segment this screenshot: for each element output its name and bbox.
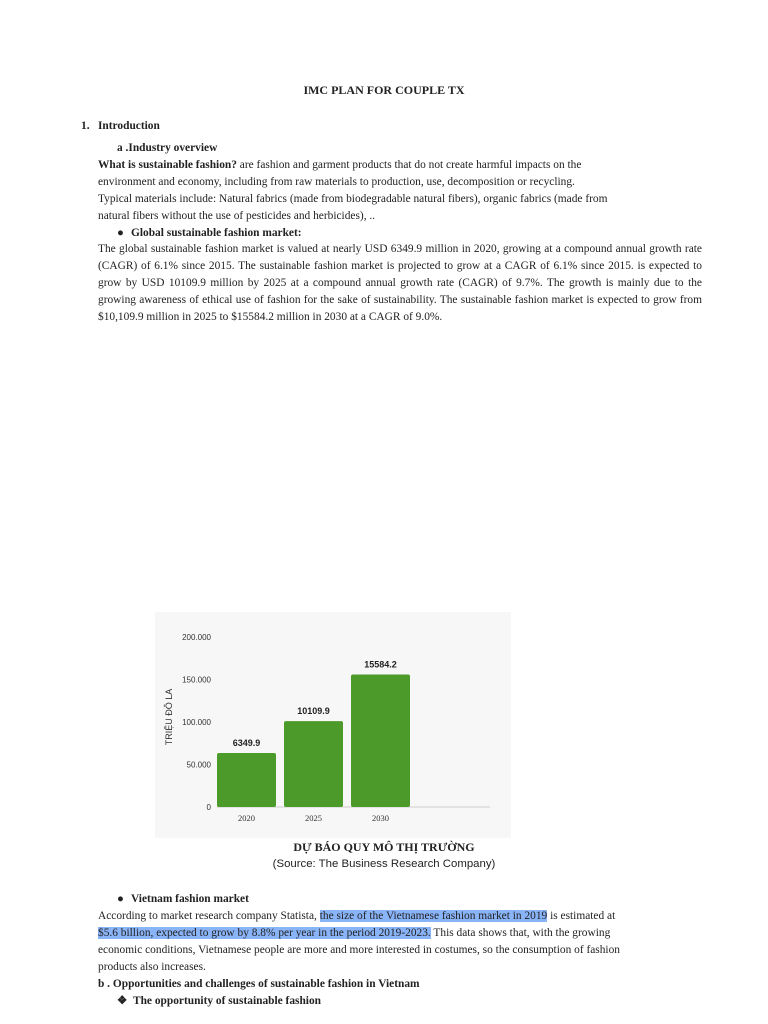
x-tick-label: 2025 bbox=[305, 813, 322, 823]
diamond-bullet-icon: ❖ bbox=[117, 995, 128, 1007]
bar-2020 bbox=[217, 753, 276, 807]
page-title: IMC PLAN FOR COUPLE TX bbox=[303, 83, 465, 97]
y-tick-label: 0 bbox=[206, 803, 211, 812]
vietnam-line-3: economic conditions, Vietnamese people are more and more interested in costumes, so the consumption of fashion bbox=[98, 944, 620, 956]
chart-svg bbox=[155, 612, 511, 838]
x-tick-label: 2030 bbox=[372, 813, 389, 823]
market-forecast-chart bbox=[155, 612, 511, 838]
chart-caption: DỰ BÁO QUY MÔ THỊ TRƯỜNG bbox=[293, 840, 475, 854]
data-label-2025: 10109.9 bbox=[297, 706, 330, 717]
definition-line-2: environment and economy, including from raw materials to production, use, decomposition or recycling. bbox=[98, 176, 575, 188]
bullet-global-market: ● Global sustainable fashion market: bbox=[117, 225, 302, 242]
materials-line-1: Typical materials include: Natural fabrics (made from biodegradable natural fibers), organic fabrics (made from bbox=[98, 193, 608, 205]
vietnam-line-2: $5.6 billion, expected to grow by 8.8% per year in the period 2019-2023. This data shows that, with the growing bbox=[98, 927, 611, 939]
x-tick-label: 2020 bbox=[238, 813, 255, 823]
bullet-dot-icon: ● bbox=[117, 227, 124, 239]
bullet-dot-icon: ● bbox=[117, 893, 124, 905]
y-tick-label: 50.000 bbox=[186, 760, 211, 770]
highlight-growth: $5.6 billion, expected to grow by 8.8% per year in the period 2019-2023. bbox=[98, 927, 431, 939]
y-tick-label: 150.000 bbox=[182, 675, 211, 685]
y-tick-label: 100.000 bbox=[182, 718, 211, 727]
y-tick-label: 200.000 bbox=[182, 633, 211, 642]
opportunity-bullet: ❖ The opportunity of sustainable fashion bbox=[117, 993, 321, 1010]
definition-line-1 bbox=[98, 157, 702, 174]
bar-2030 bbox=[351, 675, 410, 807]
y-axis-label: TRIỆU ĐÔ LA bbox=[164, 688, 174, 746]
bullet-vietnam-market: ● Vietnam fashion market bbox=[117, 891, 249, 908]
materials-line-2: natural fibers without the use of pesticides and herbicides), .. bbox=[98, 210, 376, 222]
global-market-paragraph: The global sustainable fashion market is valued at nearly USD 6349.9 million in 2020, growing at a compound annual growth rate (CAGR) of 6.1% since 2015. The sustainable fashion market is projected to grow at a CAGR of 6.1% since 2015. is expected to grow by USD 10109.9 million by 2025 at a compound annual growth rate (CAGR) of 9.7%. The growth is mainly due to the growing awareness of ethical use of fashion for the sake of sustainability. The sustainable fashion market is expected to grow from $10,109.9 million in 2025 to $15584.2 million in 2030 at a CAGR of 9.0%. bbox=[98, 243, 702, 323]
section-number: 1. bbox=[81, 120, 90, 132]
bar-2025 bbox=[284, 721, 343, 807]
vietnam-line-4: products also increases. bbox=[98, 961, 206, 973]
definition-text: are fashion and garment products that do not create harmful impacts on the bbox=[236, 159, 582, 171]
definition-term: What is sustainable fashion? bbox=[98, 159, 237, 171]
subsection-heading: a .Industry overview bbox=[117, 142, 218, 154]
data-label-2020: 6349.9 bbox=[232, 738, 261, 749]
highlight-market-size: the size of the Vietnamese fashion market in 2019 bbox=[319, 910, 548, 922]
vietnam-line-1: According to market research company Statista, the size of the Vietnamese fashion market in 2019 is estimated at bbox=[98, 910, 616, 922]
data-label-2030: 15584.2 bbox=[364, 659, 397, 670]
chart-source: (Source: The Business Research Company) bbox=[272, 858, 496, 870]
section-heading: Introduction bbox=[98, 120, 160, 132]
section-b-heading: b . Opportunities and challenges of sustainable fashion in Vietnam bbox=[98, 978, 420, 990]
